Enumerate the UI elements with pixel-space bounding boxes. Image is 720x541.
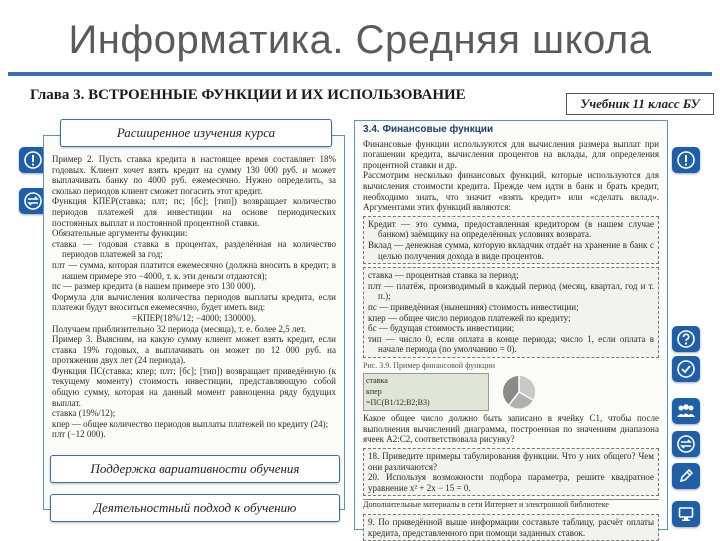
pie-chart-figure bbox=[501, 374, 537, 410]
kper-description: Функция КПЕР(ставка; плт; пс; [бс]; [тип]) возвращает количество периодов платежей для инвестиции на основе периодических постоянных выплат и постоянной процентной ставки. bbox=[52, 196, 336, 228]
caption-variability: Поддержка вариативности обучения bbox=[50, 455, 340, 483]
title-divider bbox=[8, 72, 712, 76]
tasks-box bbox=[363, 448, 659, 496]
example-2: Пример 2. Пусть ставка кредита в настоящее время составляет 18% годовых. Клиент хочет взять кредит на сумму 130 000 руб. и может выплачивать банку по 4000 руб. ежемесячно. Нужно определить, за сколько периодов клиент сможет погасить этот кредит. bbox=[52, 154, 336, 196]
question-icon[interactable] bbox=[672, 326, 700, 352]
extra-materials: Дополнительные материалы в сети Интернет и электронной библиотеке bbox=[363, 500, 609, 510]
intro-paragraph-2: Рассмотрим несколько финансовых функций, которые используются для вычисления стоимости кредита. Прежде чем идти в банк и брать кредит, необходимо знать, что значит «взять кредит» или «сделать вклад». Аргументами этих функций являются: bbox=[363, 170, 659, 213]
question-text: Какое общее число должно быть записано в ячейку С1, чтобы после выполнения вычислений диаграмма, построенная по значениям диапазона ячеек A2:C2, соответствовала рисунку? bbox=[363, 413, 659, 445]
args-title: Обязательные аргументы функции: bbox=[52, 228, 188, 239]
caption-activity-approach: Деятельностный подход к обучению bbox=[50, 494, 340, 522]
check-icon[interactable] bbox=[672, 356, 700, 382]
result: Получаем приблизительно 32 периода (месяца), т. е. более 2,5 лет. bbox=[52, 323, 306, 334]
argument-item: плт — платёж, производимый в каждый период (месяц, квартал, год и т. п.); bbox=[368, 280, 654, 302]
formula-note: Формула для вычисления количества периодов выплаты кредита, если платежи будут вноситься ежемесячно, будет иметь вид: bbox=[52, 291, 336, 313]
computer-icon[interactable] bbox=[672, 501, 700, 527]
left-page-panel bbox=[43, 135, 345, 510]
section-heading: 3.4. Финансовые функции bbox=[363, 124, 494, 135]
task-item: 20. Используя возможности подбора параметра, решите квадратное уравнение x² + 2x − 15 = 0. bbox=[368, 472, 654, 493]
example-3: Пример 3. Выясним, на какую сумму клиент может взять кредит, если ставка 19% годовых, а выплачивать он может по 12 000 руб. на протяжении двух лет (24 периода). bbox=[52, 334, 336, 366]
figure-row bbox=[363, 373, 659, 411]
right-page-panel bbox=[354, 120, 668, 538]
argument-item: тип — число 0, если оплата в конце периода; число 1, если оплата в начале периода (по умолчанию = 0). bbox=[368, 333, 654, 355]
arg-item: плт — сумма, которая платится ежемесячно (должна вносить в кредит; в нашем примере это −4000, т. к. эти деньги отдаются); bbox=[52, 259, 336, 281]
group-icon[interactable] bbox=[672, 398, 700, 424]
term-deposit: Вклад — денежная сумма, которую вкладчик отдаёт на хранение в банк с целью получения дохода в виде процентов. bbox=[368, 239, 654, 261]
table-row: ставка bbox=[366, 376, 388, 386]
figure-caption: Рис. 3.9. Пример финансовой функции bbox=[363, 360, 496, 370]
task-9-box bbox=[363, 514, 659, 541]
page-title: Информатика. Средняя школа bbox=[68, 18, 652, 62]
table-row: кпер bbox=[366, 387, 382, 397]
arg-item: пс — размер кредита (в нашем примере это 130 000). bbox=[52, 281, 256, 292]
right-page bbox=[355, 121, 667, 538]
task-item: 18. Приведите примеры табулирования функции. Что у них общего? Чем они различаются? bbox=[368, 451, 654, 472]
table-row: =ПС(В1/12;В2;В3) bbox=[366, 397, 430, 407]
arg-item: ставка (19%/12); bbox=[52, 408, 116, 419]
term-credit: Кредит — это сумма, предоставленная кредитором (в нашем случае банком) заёмщику на определённых условиях возврата. bbox=[368, 218, 654, 240]
terms-box bbox=[363, 216, 659, 264]
exclamation-icon[interactable] bbox=[672, 147, 700, 173]
task-9: 9. По приведённой выше информации составьте таблицу, расчёт оплаты кредита, представленного при помощи заданных ставок. bbox=[368, 517, 654, 538]
ps-description: Функция ПС(ставка; кпер; плт; [бс]; [тип]) возвращает приведённую (к текущему моменту) стоимость инвестиции, представляющую собой общую сумму, которая на данный момент равноценна ряду будущих выплат. bbox=[52, 365, 336, 408]
arg-item: плт (−12 000). bbox=[52, 429, 106, 440]
exchange-icon[interactable] bbox=[672, 431, 700, 457]
argument-item: бс — будущая стоимость инвестиции; bbox=[368, 323, 515, 334]
chapter-heading: Глава 3. ВСТРОЕННЫЕ ФУНКЦИИ И ИХ ИСПОЛЬЗОВАНИЕ bbox=[30, 87, 466, 103]
formula: =КПЕР(18%/12; −4000; 130000). bbox=[132, 312, 256, 323]
arguments-box bbox=[363, 267, 659, 358]
spreadsheet-figure bbox=[363, 373, 489, 411]
textbook-label: Учебник 11 класс БУ bbox=[566, 93, 714, 115]
intro-paragraph: Финансовые функции используются для вычисления размера выплат при погашении кредита, вычисления процентов на вклады, для определения процентной ставки и др. bbox=[363, 138, 659, 170]
pen-icon[interactable] bbox=[672, 463, 700, 489]
argument-item: пс — приведённая (нынешняя) стоимость инвестиции; bbox=[368, 301, 579, 312]
arg-item: кпер — общее количество периодов выплаты платежей по кредиту (24); bbox=[52, 418, 329, 429]
argument-item: ставка — процентная ставка за период; bbox=[368, 270, 519, 281]
left-page bbox=[44, 136, 344, 509]
caption-advanced-course: Расширенное изучения курса bbox=[60, 119, 332, 147]
arg-item: ставка — годовая ставка в процентах, разделённая на количество периодов платежей за год; bbox=[52, 238, 336, 260]
argument-item: кпер — общее число периодов платежей по кредиту; bbox=[368, 312, 571, 323]
